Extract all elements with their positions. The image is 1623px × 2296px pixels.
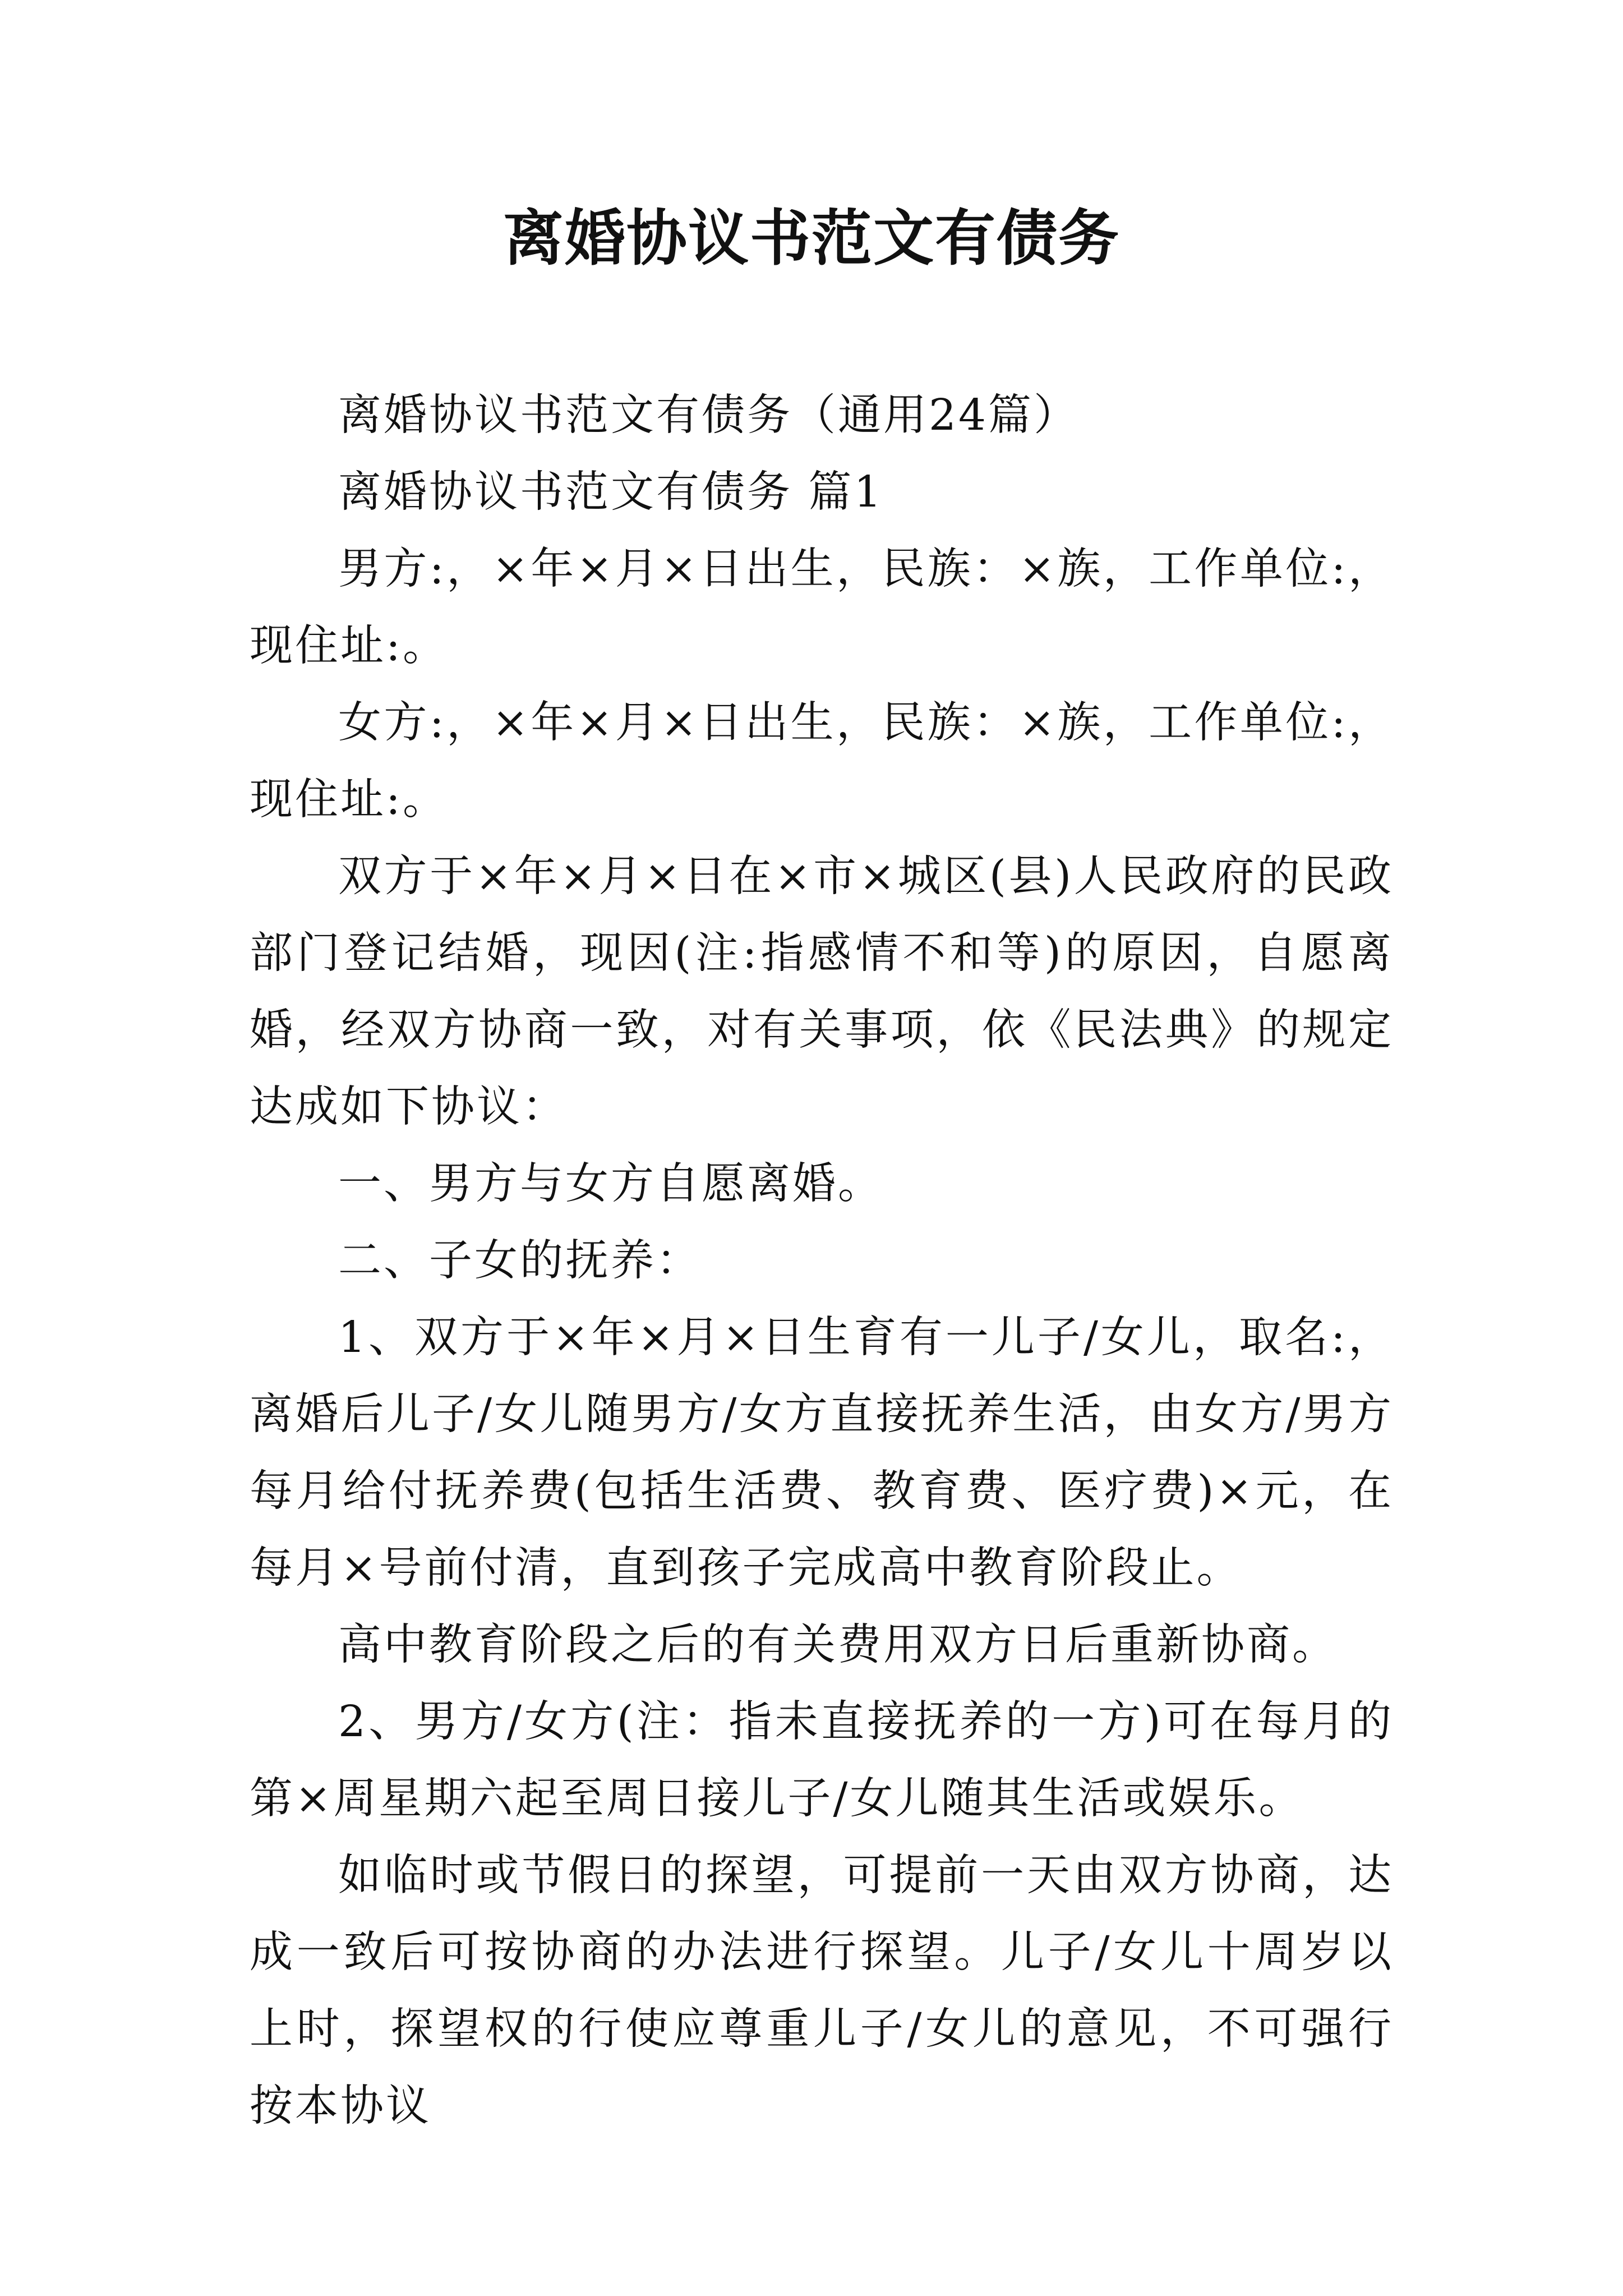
paragraph-visitation: 2、男方/女方(注：指未直接抚养的一方)可在每月的第×周星期六起至周日接儿子/女儿随其生活或娱乐。 [250,1697,1394,1824]
document-title: 离婚协议书范文有债务 [502,203,1120,274]
paragraph-marriage-statement: 双方于×年×月×日在×市×城区(县)人民政府的民政部门登记结婚，现因(注:指感情不和等)的原因，自愿离婚，经双方协商一致，对有关事项，依《民法典》的规定达成如下协议： [250,852,1394,1132]
paragraph-section-heading: 离婚协议书范文有债务 篇1 [338,467,884,517]
paragraph-later-costs: 高中教育阶段之后的有关费用双方日后重新协商。 [338,1620,1338,1670]
paragraph-clause-1: 一、男方与女方自愿离婚。 [338,1159,883,1209]
paragraph-holiday-visitation: 如临时或节假日的探望，可提前一天由双方协商，达成一致后可按协商的办法进行探望。儿子/女儿十周岁以上时，探望权的行使应尊重儿子/女儿的意见，不可强行按本协议 [250,1851,1394,2131]
paragraph-female-party: 女方:，×年×月×日出生，民族：×族，工作单位:，现住址:。 [250,698,1394,825]
paragraph-subtitle: 离婚协议书范文有债务（通用24篇） [338,390,1079,440]
paragraph-male-party: 男方:，×年×月×日出生，民族：×族，工作单位:，现住址:。 [250,544,1394,671]
paragraph-clause-2: 二、子女的抚养： [338,1236,702,1286]
paragraph-child-custody: 1、双方于×年×月×日生育有一儿子/女儿，取名:，离婚后儿子/女儿随男方/女方直接抚养生活，由女方/男方每月给付抚养费(包括生活费、教育费、医疗费)×元，在每月×号前付清，直到孩子完成高中教育阶段止。 [250,1313,1394,1593]
document-body [250,377,1394,2145]
